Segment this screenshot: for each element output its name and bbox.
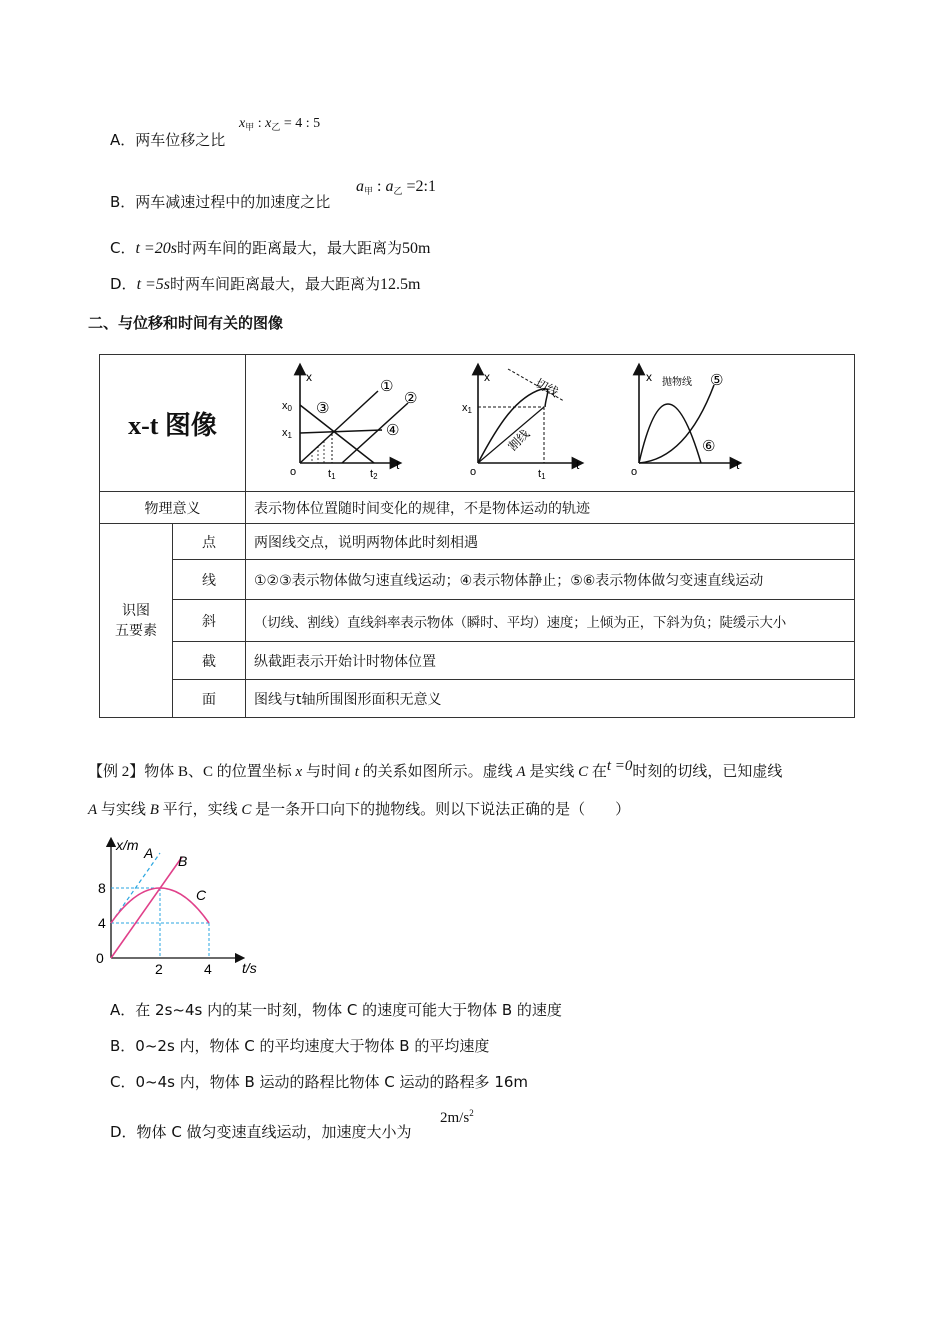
label-circle-2: ② (404, 390, 418, 407)
example-var: B (149, 802, 159, 818)
element-value: 图线与t轴所围图形面积无意义 (254, 691, 442, 708)
math-ratio: =2:1 (402, 178, 436, 195)
example-var: C (241, 802, 252, 818)
diagram1-t-label: t (396, 458, 400, 472)
math-subscript: 甲 (364, 186, 374, 196)
diagram3-x-label: x (646, 370, 652, 384)
meaning-value-cell (246, 492, 855, 524)
secant-line (478, 407, 544, 463)
option-a-text: A．在 2s~4s 内的某一时刻，物体 C 的速度可能大于物体 B 的速度 (110, 1001, 562, 1019)
diagram-cell (246, 355, 855, 492)
diagram1-x1-label (282, 427, 293, 440)
option-label: D． (110, 275, 137, 293)
element-key-cell (173, 642, 246, 680)
element-key: 点 (202, 534, 216, 551)
example-text: 的关系如图所示。虚线 (358, 764, 517, 780)
element-value-cell (246, 680, 855, 718)
parabola-label: 抛物线 (662, 377, 692, 388)
section-heading: 二、与位移和时间有关的图像 (88, 314, 284, 332)
option-text: 时两车间距离最大，最大距离为 (170, 275, 381, 293)
t1-subscript: 1 (331, 472, 336, 481)
element-value-cell (246, 524, 855, 560)
math-subscript: 甲 (245, 122, 255, 132)
option-d[interactable] (110, 1122, 412, 1142)
table-title (100, 355, 246, 492)
diagram1-t2-label (370, 468, 378, 481)
y-tick-8: 8 (98, 880, 106, 896)
math-subscript: 乙 (393, 186, 403, 196)
example-var: t (354, 764, 359, 780)
element-key: 斜 (202, 613, 216, 630)
diagram2-origin: o (470, 466, 477, 478)
option-a[interactable] (110, 1000, 562, 1020)
example-var: A (516, 764, 526, 780)
label-c: C (196, 887, 207, 903)
option-d-previous (110, 274, 421, 295)
math-value: 12.5m (380, 276, 421, 293)
acceleration-value (440, 1108, 474, 1127)
diagram3-origin: o (631, 466, 638, 478)
option-text: 时两车间的距离最大，最大距离为 (176, 239, 402, 257)
t2-subscript: 2 (373, 472, 378, 481)
x1-symbol: x (282, 427, 288, 439)
label-circle-4: ④ (386, 422, 400, 439)
option-d-text: D．物体 C 做匀变速直线运动，加速度大小为 (110, 1123, 412, 1141)
t-tick-4: 4 (204, 961, 212, 977)
t-axis-label: t/s (242, 960, 257, 976)
option-text: B．两车减速过程中的加速度之比 (110, 193, 331, 211)
diagram-2 (462, 369, 580, 481)
math-ratio: = 4 : 5 (280, 116, 321, 131)
element-value-cell (246, 600, 855, 642)
option-b-previous (110, 192, 330, 212)
diagram2-t-label: t (576, 458, 580, 472)
x0-subscript: 0 (287, 404, 292, 413)
diagram2-x1-label (462, 402, 473, 415)
option-b-text: B．0~2s 内，物体 C 的平均速度大于物体 B 的平均速度 (110, 1037, 490, 1055)
math-symbol: a (356, 178, 364, 195)
label-circle-5: ⑤ (710, 372, 724, 389)
example-text: 时刻的切线，已知虚线 (632, 764, 783, 780)
x1-subscript: 1 (467, 406, 472, 415)
math-symbol: a (385, 178, 394, 195)
label-circle-6: ⑥ (702, 438, 716, 455)
xt-diagrams (246, 355, 854, 487)
diagram-1 (282, 369, 417, 481)
option-c-text: C．0~4s 内，物体 B 运动的路程比物体 C 运动的路程多 16m (110, 1073, 529, 1091)
math-time: t =20s (135, 240, 177, 257)
x0-symbol: x (282, 400, 288, 412)
tangent-label: 切线 (532, 375, 561, 400)
label-b: B (178, 853, 188, 869)
math-symbol: x (239, 116, 246, 131)
element-key: 线 (202, 572, 216, 589)
acceleration-exponent: 2 (469, 1108, 474, 1118)
element-key-cell (173, 600, 246, 642)
t1-subscript: 1 (541, 472, 546, 481)
option-a-previous (110, 130, 225, 150)
diagram1-t1-label (328, 468, 336, 481)
label-circle-3: ③ (316, 400, 330, 417)
example-text: 是一条开口向下的抛物线。则以下说法正确的是（ ） (251, 802, 631, 818)
line-3 (300, 405, 374, 463)
math-colon: : (373, 178, 386, 195)
option-text: A．两车位移之比 (110, 131, 226, 149)
y-axis-label: x/m (116, 837, 139, 853)
element-key: 截 (202, 653, 216, 670)
group-label-line1: 识图 (122, 602, 150, 619)
acceleration-number: 2m/s (440, 1110, 470, 1126)
t2-symbol: t (370, 468, 374, 480)
math-time: t =5s (136, 276, 171, 293)
math-colon: : (254, 116, 266, 131)
meaning-label-cell (100, 492, 246, 524)
meaning-value: 表示物体位置随时间变化的规律，不是物体运动的轨迹 (254, 500, 590, 517)
element-value: ①②③表示物体做匀速直线运动；④表示物体静止；⑤⑥表示物体做匀变速直线运动 (254, 572, 764, 589)
example-var: C (578, 764, 589, 780)
element-key-cell (173, 560, 246, 600)
diagram1-origin: o (290, 466, 297, 478)
xt-summary-table (99, 354, 855, 718)
parabola-6 (639, 404, 701, 463)
line-b (111, 857, 182, 958)
element-key-cell (173, 680, 246, 718)
option-b[interactable] (110, 1036, 489, 1056)
math-symbol: x (265, 116, 272, 131)
example-math: t =0 (606, 758, 633, 774)
option-c[interactable] (110, 1072, 528, 1092)
element-value: 纵截距表示开始计时物体位置 (254, 653, 436, 670)
element-value: 两图线交点，说明两物体此时刻相遇 (254, 534, 478, 551)
example-line-1 (88, 758, 783, 782)
diagram2-x-label: x (484, 370, 490, 384)
secant-label: 割线 (505, 426, 533, 454)
example-var: x (295, 764, 303, 780)
element-value: （切线、割线）直线斜率表示物体（瞬时、平均）速度；上倾为正，下斜为负；陡缓示大小 (254, 614, 786, 631)
t1-symbol: t (538, 468, 542, 480)
diagram1-x0-label (282, 400, 293, 413)
example-xt-graph (90, 832, 280, 982)
diagram-3 (631, 369, 740, 478)
math-subscript: 乙 (271, 122, 281, 132)
example-text: 【例 2】物体 B、C 的位置坐标 (88, 764, 296, 780)
diagram3-t-label: t (736, 458, 740, 472)
example-var: A (88, 802, 98, 818)
example-text: 与实线 (97, 802, 150, 818)
example-text: 平行，实线 (158, 802, 242, 818)
acceleration-ratio-formula (356, 178, 436, 197)
table-title-text: x-t 图像 (128, 410, 217, 440)
diagram2-t1-label (538, 468, 546, 481)
x1-symbol: x (462, 402, 468, 414)
element-key: 面 (202, 691, 216, 708)
option-label: C． (110, 239, 136, 257)
t-tick-2: 2 (155, 961, 163, 977)
example-text: 在 (588, 764, 607, 780)
math-value: 50m (401, 240, 431, 257)
x1-subscript: 1 (287, 431, 292, 440)
option-c-previous (110, 238, 430, 259)
graph-origin: 0 (96, 950, 104, 966)
element-key-cell (173, 524, 246, 560)
example-text: 与时间 (302, 764, 355, 780)
label-a: A (144, 845, 154, 861)
element-value-cell (246, 642, 855, 680)
example-line-2 (88, 800, 630, 820)
group-label-line2: 五要素 (115, 622, 157, 639)
meaning-label: 物理意义 (144, 500, 201, 517)
example-text: 是实线 (525, 764, 579, 780)
line-4 (300, 430, 382, 433)
five-elements-label-cell (100, 524, 173, 718)
diagram1-x-label: x (306, 370, 312, 384)
displacement-ratio-formula (239, 116, 320, 133)
element-value-cell (246, 560, 855, 600)
label-circle-1: ① (380, 378, 394, 395)
t1-symbol: t (328, 468, 332, 480)
y-tick-4: 4 (98, 915, 106, 931)
